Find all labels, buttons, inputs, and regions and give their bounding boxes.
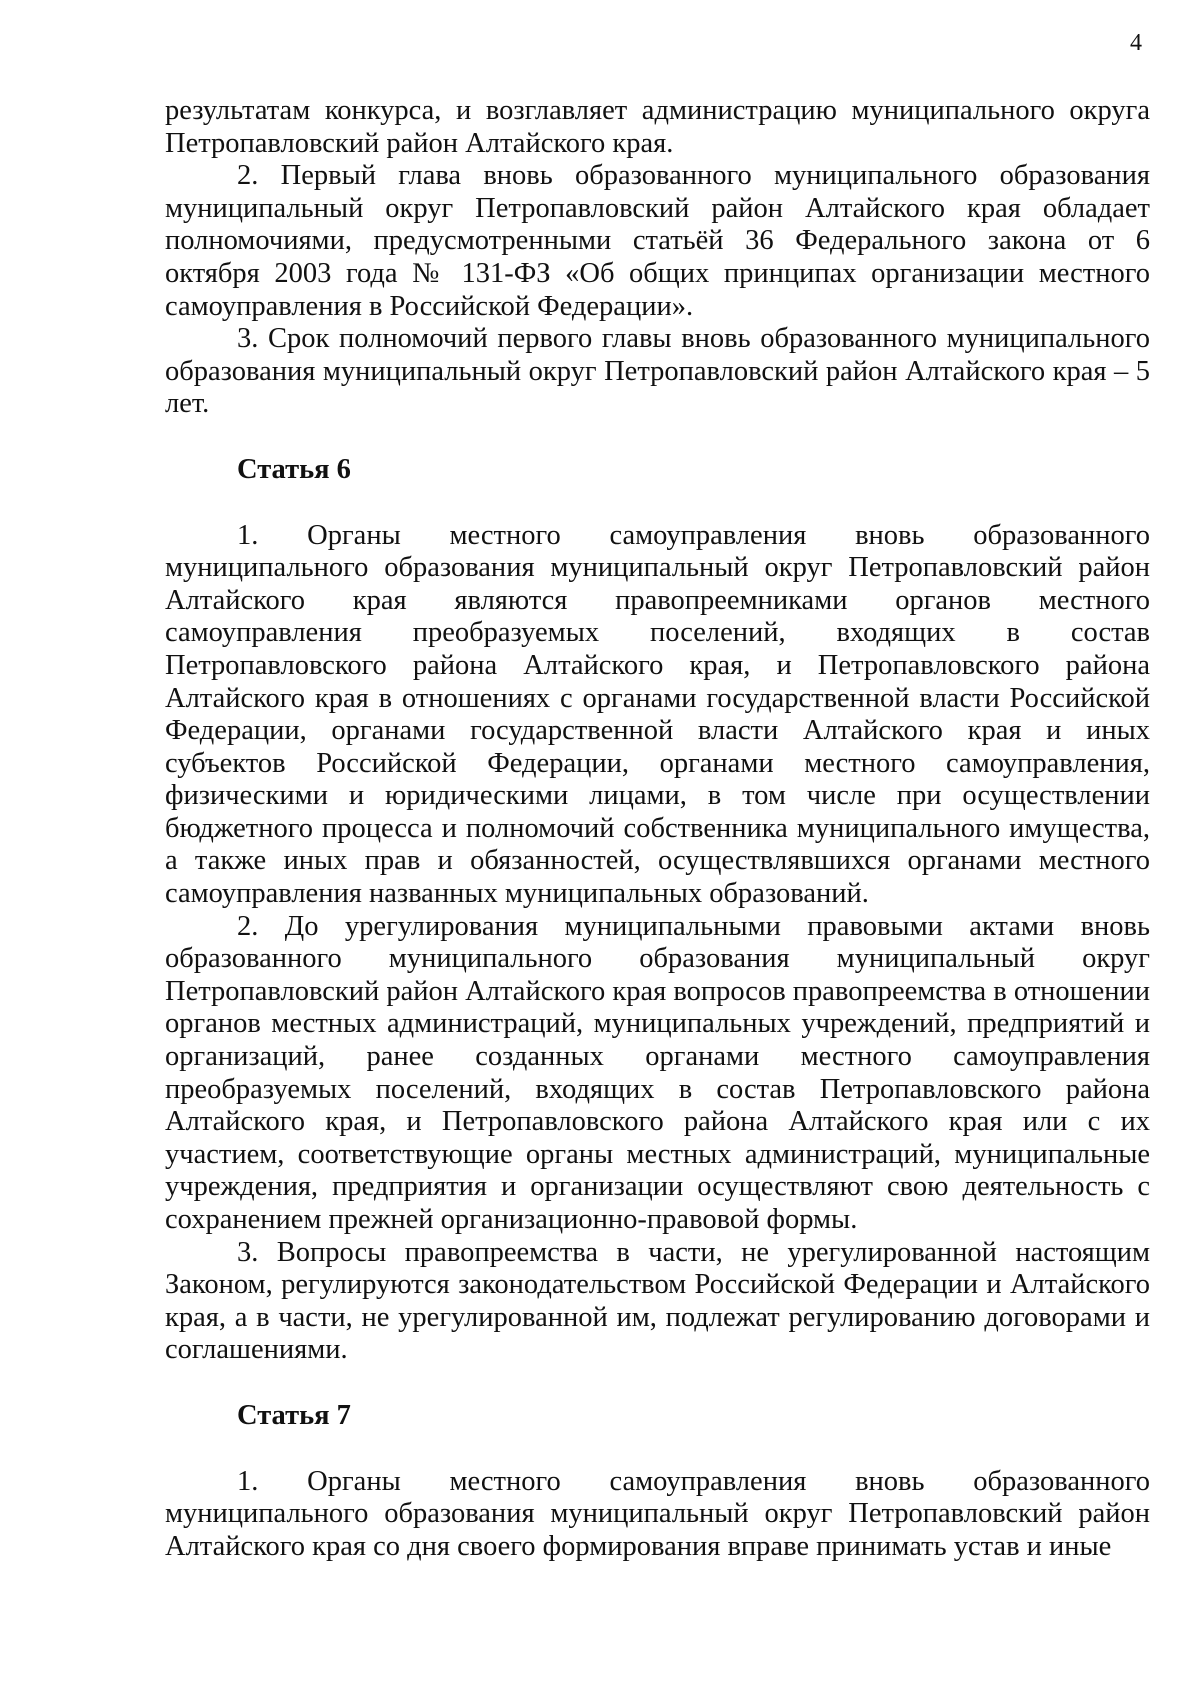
article-6-paragraph-1: 1. Органы местного самоуправления вновь образованного муниципального образования муниципальный округ Петропавловский район Алтайского края являются правопреемниками органов местного самоуправления преобразуемых поселений, входящих в состав Петропавловского района Алтайского края, и Петропавловского района Алтайского края в отношениях с органами государственной власти Российской Федерации, органами государственной власти Алтайского края и иных субъектов Российской Федерации, органами местного самоуправления, физическими и юридическими лицами, в том числе при осуществлении бюджетного процесса и полномочий собственника муниципального имущества, а также иных прав и обязанностей, осуществлявшихся органами местного самоуправления названных муниципальных образований.: [165, 519, 1150, 910]
article-6-paragraph-2: 2. До урегулирования муниципальными правовыми актами вновь образованного муниципального образования муниципальный округ Петропавловский район Алтайского края вопросов правопреемства в отношении органов местных администраций, муниципальных учреждений, предприятий и организаций, ранее созданных органами местного самоуправления преобразуемых поселений, входящих в состав Петропавловского района Алтайского края, и Петропавловского района Алтайского края или с их участием, соответствующие органы местных администраций, муниципальные учреждения, предприятия и организации осуществляют свою деятельность с сохранением прежней организационно-правовой формы.: [165, 910, 1151, 1235]
article-6-paragraph-3: 3. Вопросы правопреемства в части, не урегулированной настоящим Законом, регулируются законодательством Российской Федерации и Алтайского края, а в части, не урегулированной им, подлежат регулированию договорами и соглашениями.: [165, 1236, 1150, 1366]
paragraph-item-2: 2. Первый глава вновь образованного муниципального образования муниципальный округ Петропавловский район Алтайского края обладает полномочиями, предусмотренными статьёй 36 Федерального закона от 6 октября 2003 года № 131-ФЗ «Об общих принципах организации местного самоуправления в Российской Федерации».: [165, 160, 1150, 322]
document-body: [165, 95, 1150, 1563]
paragraph-item-3: 3. Срок полномочий первого главы вновь образованного муниципального образования муниципальный округ Петропавловский район Алтайского края – 5 лет.: [165, 323, 1150, 420]
article-7-paragraph-1: 1. Органы местного самоуправления вновь образованного муниципального образования муниципальный округ Петропавловский район Алтайского края со дня своего формирования вправе принимать устав и иные: [165, 1465, 1150, 1562]
article-6-heading: Статья 6: [237, 453, 351, 485]
page-number: 4: [1130, 30, 1142, 56]
article-7-heading: Статья 7: [237, 1399, 351, 1431]
paragraph-continuation: результатам конкурса, и возглавляет администрацию муниципального округа Петропавловский район Алтайского края.: [165, 95, 1150, 159]
